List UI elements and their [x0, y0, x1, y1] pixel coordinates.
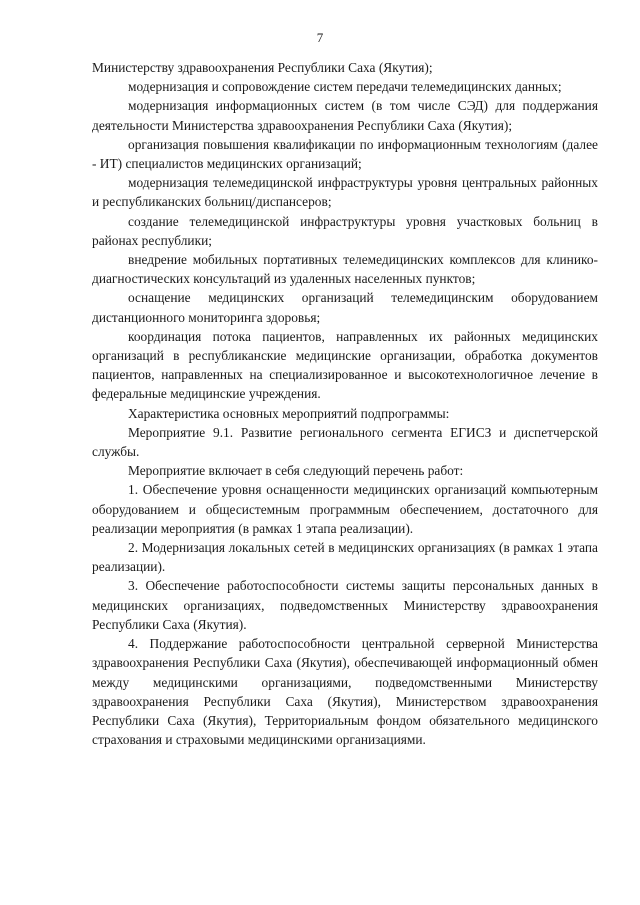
paragraph: 3. Обеспечение работоспособности системы защиты персональных данных в медицинских организациях, подведомственных Министерству здравоохранения Республики Саха (Якутия). — [92, 578, 598, 632]
paragraph: модернизация и сопровождение систем передачи телемедицинских данных; — [128, 79, 562, 95]
document-body — [92, 58, 598, 749]
paragraph: 4. Поддержание работоспособности центральной серверной Министерства здравоохранения Республики Саха (Якутия), обеспечивающей информационный обмен между медицинскими организациями, подведомственными Министерству здравоохранения Республики Саха (Якутия), Министерством здравоохранения Республики Саха (Якутия), Территориальным фондом обязательного медицинского страхования и страховыми медицинскими организациями. — [92, 636, 598, 748]
paragraph: Характеристика основных мероприятий подпрограммы: — [128, 405, 450, 421]
paragraph: оснащение медицинских организаций телемедицинским оборудованием дистанционного мониторинга здоровья; — [92, 290, 598, 325]
paragraph: Министерству здравоохранения Республики Саха (Якутия); — [92, 60, 433, 75]
paragraph: Мероприятие включает в себя следующий перечень работ: — [128, 463, 464, 479]
paragraph: модернизация информационных систем (в том числе СЭД) для поддержания деятельности Министерства здравоохранения Республики Саха (Якутия); — [92, 98, 598, 133]
paragraph: внедрение мобильных портативных телемедицинских комплексов для клинико-диагностических консультаций из удаленных населенных пунктов; — [92, 252, 598, 287]
paragraph: создание телемедицинской инфраструктуры уровня участковых больниц в районах республики; — [92, 213, 598, 248]
paragraph: 2. Модернизация локальных сетей в медицинских организациях (в рамках 1 этапа реализации). — [92, 540, 598, 575]
paragraph: координация потока пациентов, направленных их районных медицинских организаций в республиканские медицинские организации, обработка документов пациентов, направленных на специализированное и высокотехнологичное лечение в федеральные медицинские учреждения. — [92, 328, 598, 402]
paragraph: Мероприятие 9.1. Развитие регионального сегмента ЕГИСЗ и диспетчерской службы. — [92, 424, 598, 460]
page-number: 7 — [316, 30, 324, 45]
paragraph: 1. Обеспечение уровня оснащенности медицинских организаций компьютерным оборудованием и общесистемным программным обеспечением, достаточного для реализации мероприятия (в рамках 1 этапа реализации). — [92, 482, 598, 536]
paragraph: модернизация телемедицинской инфраструктуры уровня центральных районных и республиканских больниц/диспансеров; — [92, 175, 598, 210]
paragraph: организация повышения квалификации по информационным технологиям (далее - ИТ) специалистов медицинских организаций; — [92, 136, 598, 172]
